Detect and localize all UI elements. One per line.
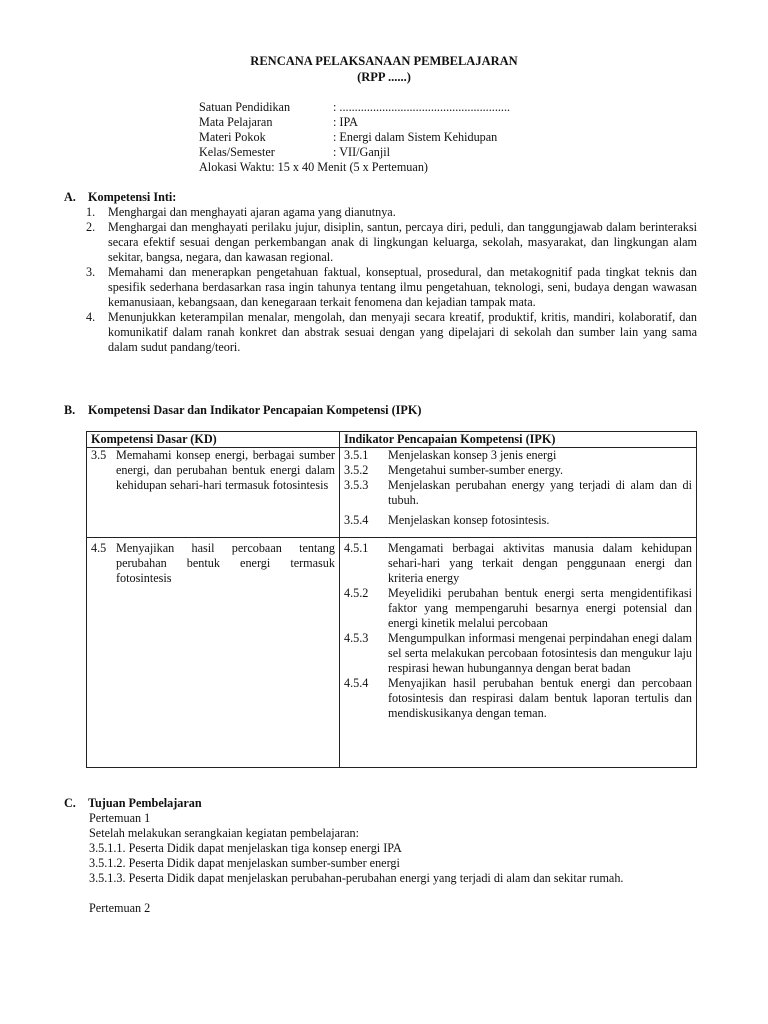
identity-value: : ........................................................	[333, 100, 511, 114]
kd-text: Memahami konsep energi, berbagai sumber energi, dan perubahan bentuk energi dalam kehidupan sehari-hari termasuk fotosintesis	[116, 448, 335, 492]
item-number: 2.	[86, 220, 96, 234]
identity-label: Mata Pelajaran	[199, 115, 273, 129]
ipk-item	[344, 513, 692, 528]
kd-code: 3.5	[91, 448, 107, 462]
identity-label: Materi Pokok	[199, 130, 266, 144]
meeting-label: Pertemuan 2	[89, 901, 151, 915]
ipk-item	[344, 586, 692, 631]
list-item	[86, 310, 697, 355]
kd-cell	[87, 448, 340, 538]
ipk-cell	[340, 538, 697, 768]
list-item	[86, 220, 697, 265]
list-item	[86, 205, 697, 220]
ipk-text: Mengumpulkan informasi mengenai perpindahan enegi dalam sel serta melakukan percobaan fotosintesis dan mengukur laju respirasi hewan hubungannya dengan berat badan	[388, 631, 692, 675]
identity-value: : VII/Ganjil	[333, 145, 390, 159]
ipk-item	[344, 676, 692, 721]
ipk-code: 4.5.4	[344, 676, 369, 690]
item-text: Memahami dan menerapkan pengetahuan faktual, konseptual, prosedural, dan metakognitif pada tingkat teknis dan spesifik sederhana berdasarkan rasa ingin tahunya tentang ilmu pengetahuan, teknologi, seni, budaya dengan wawasan kemanusiaan, kebangsaan, dan kenegaraan terkait fenomena dan kejadian tampak mata.	[108, 265, 697, 309]
tujuan-goal: 3.5.1.1. Peserta Didik dapat menjelaskan tiga konsep energi IPA	[89, 841, 402, 855]
table-row	[87, 448, 697, 538]
column-header-kd: Kompetensi Dasar (KD)	[87, 432, 340, 448]
ipk-item	[344, 541, 692, 586]
identity-value: : IPA	[333, 115, 358, 129]
item-number: 1.	[86, 205, 96, 219]
ipk-item	[344, 478, 692, 508]
ipk-code: 3.5.4	[344, 513, 369, 527]
ipk-code: 3.5.2	[344, 463, 369, 477]
ipk-code: 3.5.1	[344, 448, 369, 462]
table-row	[87, 538, 697, 768]
item-text: Menghargai dan menghayati ajaran agama yang dianutnya.	[108, 205, 396, 219]
tujuan-goal: 3.5.1.3. Peserta Didik dapat menjelaskan perubahan-perubahan energi yang terjadi di alam dan sekitar rumah.	[89, 871, 624, 885]
identity-label: Kelas/Semester	[199, 145, 275, 159]
ipk-item	[344, 631, 692, 676]
section-title: Kompetensi Inti:	[88, 190, 177, 204]
kd-ipk-table	[86, 431, 697, 768]
kd-code: 4.5	[91, 541, 107, 555]
tujuan-goal: 3.5.1.2. Peserta Didik dapat menjelaskan sumber-sumber energi	[89, 856, 400, 870]
tujuan-intro: Setelah melakukan serangkaian kegiatan pembelajaran:	[89, 826, 360, 840]
ipk-text: Meyelidiki perubahan bentuk energi serta mengidentifikasi faktor yang mempengaruhi besarnya energi potensial dan energi kinetik melalui percobaan	[388, 586, 692, 630]
identity-label: Satuan Pendidikan	[199, 100, 291, 114]
document-subtitle: (RPP ......)	[357, 70, 411, 84]
item-number: 4.	[86, 310, 96, 324]
tujuan-block	[89, 811, 697, 916]
ipk-text: Menjelaskan konsep 3 jenis energi	[388, 448, 557, 462]
identity-label: Alokasi Waktu: 15 x 40 Menit (5 x Pertemuan)	[199, 160, 428, 174]
ipk-text: Menyajikan hasil perubahan bentuk energi dan percobaan fotosintesis dan respirasi dalam bentuk laporan tertulis dan mendiskusikanya dengan teman.	[388, 676, 692, 720]
ipk-text: Menjelaskan konsep fotosintesis.	[388, 513, 550, 527]
ipk-text: Mengamati berbagai aktivitas manusia dalam kehidupan sehari-hari yang terkait dengan penggunaan energi dan kriteria energy	[388, 541, 692, 585]
ipk-code: 4.5.1	[344, 541, 369, 555]
kompetensi-inti-list	[86, 205, 697, 355]
item-number: 3.	[86, 265, 96, 279]
kd-item	[91, 448, 335, 493]
section-title: Tujuan Pembelajaran	[88, 796, 202, 810]
ipk-code: 3.5.3	[344, 478, 369, 492]
list-item	[86, 265, 697, 310]
section-title: Kompetensi Dasar dan Indikator Pencapaian Kompetensi (IPK)	[88, 403, 422, 417]
document-title: RENCANA PELAKSANAAN PEMBELAJARAN	[250, 54, 518, 68]
item-text: Menghargai dan menghayati perilaku jujur, disiplin, santun, percaya diri, peduli, dan tanggungjawab dalam berinteraksi secara efektif sesuai dengan perkembangan anak di lingkungan keluarga, sekolah, masyarakat, dan lingkungan alam sekitar, bangsa, negara, dan kawasan regional.	[108, 220, 697, 264]
ipk-cell	[340, 448, 697, 538]
ipk-text: Menjelaskan perubahan energy yang terjadi di alam dan di tubuh.	[388, 478, 692, 507]
column-header-ipk: Indikator Pencapaian Kompetensi (IPK)	[340, 432, 697, 448]
identity-value: : Energi dalam Sistem Kehidupan	[333, 130, 498, 144]
section-letter: B.	[64, 403, 76, 417]
kd-text: Menyajikan hasil percobaan tentang perubahan bentuk energi termasuk fotosintesis	[116, 541, 335, 585]
meeting-label: Pertemuan 1	[89, 811, 151, 825]
table-header-row	[87, 432, 697, 448]
ipk-text: Mengetahui sumber-sumber energy.	[388, 463, 564, 477]
kd-cell	[87, 538, 340, 768]
ipk-item	[344, 463, 692, 478]
ipk-item	[344, 448, 692, 463]
kd-item	[91, 541, 335, 586]
section-letter: A.	[64, 190, 76, 204]
ipk-code: 4.5.3	[344, 631, 369, 645]
section-letter: C.	[64, 796, 76, 810]
ipk-code: 4.5.2	[344, 586, 369, 600]
item-text: Menunjukkan keterampilan menalar, mengolah, dan menyaji secara kreatif, produktif, kritis, mandiri, kolaboratif, dan komunikatif dalam ranah konkret dan abstrak sesuai dengan yang dipelajari di sekolah dan sumber lain yang sama dalam sudut pandang/teori.	[108, 310, 697, 354]
